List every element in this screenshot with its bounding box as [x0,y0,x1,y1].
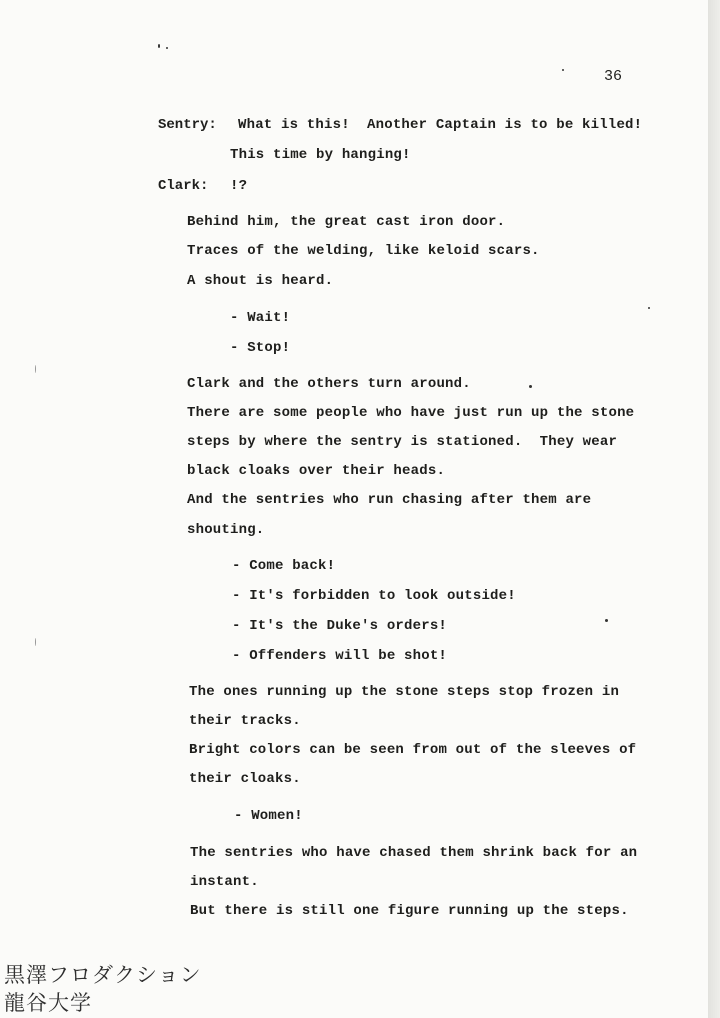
shout-line: - Come back! [232,558,336,574]
narration-line: There are some people who have just run up the stone [187,405,635,421]
narration-line: their tracks. [189,713,301,729]
shout-line: - It's forbidden to look outside! [232,588,516,604]
watermark-university: 龍谷大学 [4,991,92,1015]
narration-line: Clark and the others turn around. [187,376,471,392]
shout-line: - Wait! [230,310,291,326]
narration-line: black cloaks over their heads. [187,463,446,479]
speaker-clark: Clark: [158,178,209,194]
speaker-sentry: Sentry: [158,117,217,133]
dialogue-line: This time by hanging! [230,147,411,163]
narration-line: The ones running up the stone steps stop frozen in [189,684,620,700]
page-number: 36 [604,68,623,85]
narration-line: Bright colors can be seen from out of the sleeves of [189,742,637,758]
narration-line: Traces of the welding, like keloid scars. [187,243,540,259]
shout-line: - Offenders will be shot! [232,648,448,664]
narration-line: steps by where the sentry is stationed. They wear [187,434,618,450]
narration-line: Behind him, the great cast iron door. [187,214,506,230]
scan-speck [166,47,168,49]
scan-speck [158,44,160,48]
watermark-production: 黒澤フロダクション [4,963,202,987]
narration-line: The sentries who have chased them shrink back for an [190,845,638,861]
scan-speck [605,619,608,622]
shout-line: - Stop! [230,340,291,356]
dialogue-line: !? [230,178,248,194]
shout-line: - Women! [234,808,303,824]
dialogue-line: What is this! Another Captain is to be killed! [238,117,643,133]
narration-line: A shout is heard. [187,273,334,289]
narration-line: shouting. [187,522,265,538]
scan-speck [648,307,650,309]
narration-line: instant. [190,874,259,890]
narration-line: But there is still one figure running up the steps. [190,903,629,919]
shout-line: - It's the Duke's orders! [232,618,448,634]
narration-line: And the sentries who run chasing after them are [187,492,592,508]
scan-speck [35,638,36,646]
paper-edge-shadow [708,0,720,1018]
scan-speck [562,69,564,71]
scan-speck [35,365,36,373]
scan-speck [529,385,532,388]
narration-line: their cloaks. [189,771,301,787]
